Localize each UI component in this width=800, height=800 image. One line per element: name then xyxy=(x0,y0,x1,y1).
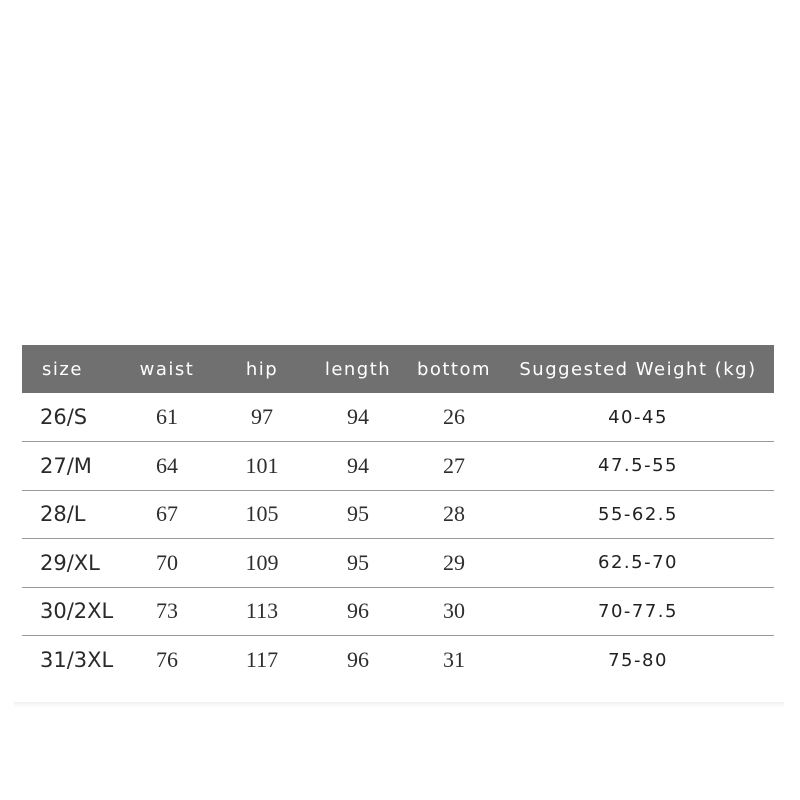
length-cell: 96 xyxy=(347,647,369,672)
weight-cell: 75-80 xyxy=(608,649,668,671)
size-cell: 31/3XL xyxy=(40,648,114,672)
bottom-cell: 31 xyxy=(443,647,465,672)
header-hip: hip xyxy=(245,358,279,380)
bottom-cell: 28 xyxy=(443,501,465,527)
length-cell: 95 xyxy=(347,549,369,575)
table-row xyxy=(22,636,774,685)
hip-cell: 117 xyxy=(245,647,279,672)
hip-cell: 113 xyxy=(245,598,279,624)
header-suggested-weight: Suggested Weight (kg) xyxy=(519,358,757,380)
size-cell: 27/M xyxy=(40,453,92,478)
header-size: size xyxy=(42,358,83,380)
length-cell: 95 xyxy=(347,501,369,527)
header-waist: waist xyxy=(139,358,195,380)
bottom-cell: 27 xyxy=(443,452,465,478)
hip-cell: 105 xyxy=(245,501,279,527)
length-cell: 94 xyxy=(347,404,369,429)
size-cell: 29/XL xyxy=(40,550,100,575)
hip-cell: 109 xyxy=(245,549,279,575)
size-cell: 26/S xyxy=(40,405,88,429)
table-row xyxy=(22,393,774,442)
table-row xyxy=(22,442,774,491)
table-row xyxy=(22,490,774,539)
hip-cell: 101 xyxy=(245,452,279,478)
waist-cell: 73 xyxy=(156,598,178,624)
length-cell: 94 xyxy=(347,452,369,478)
table-row xyxy=(22,587,774,636)
waist-cell: 76 xyxy=(156,647,178,672)
size-cell: 28/L xyxy=(40,502,86,527)
weight-cell: 62.5-70 xyxy=(598,552,678,574)
bottom-cell: 30 xyxy=(443,598,465,624)
header-length: length xyxy=(324,358,392,380)
size-cell: 30/2XL xyxy=(40,599,114,624)
waist-cell: 67 xyxy=(156,501,178,527)
waist-cell: 70 xyxy=(156,549,178,575)
size-chart-table xyxy=(22,345,774,684)
table-bottom-shadow xyxy=(14,702,784,708)
bottom-cell: 29 xyxy=(443,549,465,575)
header-bottom: bottom xyxy=(416,358,492,380)
weight-cell: 47.5-55 xyxy=(598,455,678,477)
weight-cell: 40-45 xyxy=(608,406,668,428)
hip-cell: 97 xyxy=(251,404,273,429)
waist-cell: 64 xyxy=(156,452,178,478)
bottom-cell: 26 xyxy=(443,404,465,429)
length-cell: 96 xyxy=(347,598,369,624)
waist-cell: 61 xyxy=(156,404,178,429)
table-row xyxy=(22,539,774,588)
table-header-row xyxy=(22,345,774,393)
weight-cell: 70-77.5 xyxy=(598,600,678,622)
weight-cell: 55-62.5 xyxy=(598,503,678,525)
